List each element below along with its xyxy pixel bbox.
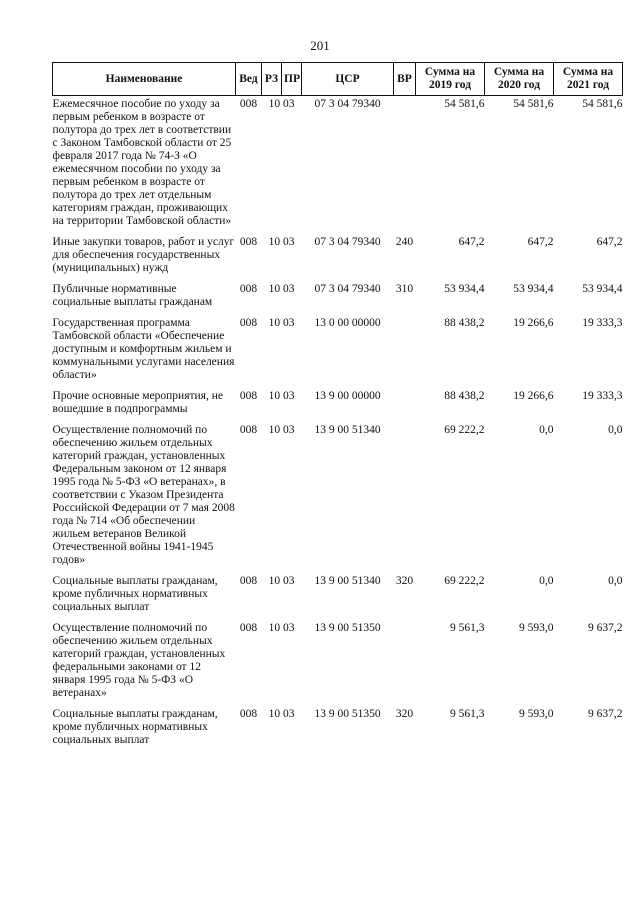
cell-name: Прочие основные мероприятия, не вошедшие в подпрограммы [52, 390, 223, 415]
cell-sum-2019: 54 581,6 [444, 98, 485, 110]
table-row [53, 315, 623, 388]
cell-sum-2021: 0,0 [608, 424, 623, 436]
cell-ved: 008 [239, 708, 258, 720]
cell-vr [394, 388, 416, 422]
cell-vr: 320 [395, 575, 414, 587]
cell-sum-2021: 19 333,3 [582, 390, 623, 402]
cell-csr: 07 3 04 79340 [314, 283, 381, 295]
cell-ved: 008 [239, 424, 258, 436]
cell-csr: 13 9 00 00000 [314, 390, 381, 402]
cell-vr: 240 [395, 236, 414, 248]
cell-name: Ежемесячное пособие по уходу за первым ребенком в возрасте от полутора до трех лет в соответствии с Законом Тамбовской области от 25 февраля 2017 года № 74-З «О ежемесячном пособии по уходу за первым ребенком в возрасте от полутора до трех лет отдельным категориям граждан, проживающих на территории Тамбовской области» [52, 98, 232, 227]
cell-sum-2020: 9 593,0 [519, 708, 554, 720]
cell-rz-pr: 10 03 [268, 283, 295, 295]
cell-ved: 008 [239, 390, 258, 402]
cell-sum-2019: 9 561,3 [450, 708, 485, 720]
cell-sum-2019: 88 438,2 [444, 317, 485, 329]
header-sum-2019-line1: Сумма на [424, 66, 476, 78]
header-pr: ПР [282, 63, 302, 96]
header-vr: ВР [394, 63, 416, 96]
cell-rz-pr: 10 03 [268, 236, 295, 248]
cell-ved: 008 [239, 98, 258, 110]
header-sum-2020-line2: 2020 год [497, 79, 541, 91]
cell-rz-pr: 10 03 [268, 390, 295, 402]
cell-csr: 13 9 00 51340 [314, 424, 381, 436]
cell-rz-pr: 10 03 [268, 622, 295, 634]
cell-sum-2019: 9 561,3 [450, 622, 485, 634]
cell-csr: 13 9 00 51340 [314, 575, 381, 587]
cell-ved: 008 [239, 575, 258, 587]
cell-sum-2019: 69 222,2 [444, 575, 485, 587]
cell-rz-pr: 10 03 [268, 98, 295, 110]
table-row [53, 96, 623, 235]
budget-table [52, 62, 623, 753]
table-header [53, 63, 623, 96]
header-sum-2021 [554, 63, 623, 96]
header-name: Наименование [53, 63, 236, 96]
header-csr: ЦСР [302, 63, 394, 96]
header-row [53, 63, 623, 96]
cell-sum-2020: 0,0 [539, 575, 554, 587]
cell-sum-2020: 53 934,4 [513, 283, 554, 295]
header-sum-2020 [485, 63, 554, 96]
cell-rz-pr: 10 03 [268, 575, 295, 587]
cell-csr: 13 0 00 00000 [314, 317, 381, 329]
cell-sum-2019: 88 438,2 [444, 390, 485, 402]
cell-sum-2021: 54 581,6 [582, 98, 623, 110]
table-row [53, 573, 623, 620]
page-number: 201 [310, 38, 330, 53]
cell-name: Иные закупки товаров, работ и услуг для обеспечения государственных (муниципальных) нужд [52, 236, 235, 274]
cell-sum-2020: 0,0 [539, 424, 554, 436]
table-row [53, 422, 623, 573]
cell-sum-2021: 19 333,3 [582, 317, 623, 329]
cell-csr: 07 3 04 79340 [314, 98, 381, 110]
header-sum-2021-line2: 2021 год [566, 79, 610, 91]
cell-vr [394, 315, 416, 388]
cell-ved: 008 [239, 283, 258, 295]
cell-vr [394, 422, 416, 573]
cell-rz-pr: 10 03 [268, 424, 295, 436]
cell-sum-2021: 53 934,4 [582, 283, 623, 295]
cell-sum-2019: 69 222,2 [444, 424, 485, 436]
table-row [53, 234, 623, 281]
cell-vr: 310 [395, 283, 414, 295]
cell-sum-2019: 53 934,4 [444, 283, 485, 295]
table-row [53, 620, 623, 706]
cell-sum-2020: 9 593,0 [519, 622, 554, 634]
cell-sum-2020: 54 581,6 [513, 98, 554, 110]
cell-sum-2021: 0,0 [608, 575, 623, 587]
header-rz: РЗ [262, 63, 282, 96]
table-row [53, 706, 623, 753]
cell-name: Осуществление полномочий по обеспечению жильем отдельных категорий граждан, установленных Федеральным законом от 12 января 1995 года № 5-ФЗ «О ветеранах», в соответствии с Указом Президента Российской Федерации от 7 мая 2008 года № 714 «Об обеспечении жильем ветеранов Великой Отечественной войны 1941-1945 годов» [52, 424, 235, 566]
cell-sum-2020: 647,2 [527, 236, 554, 248]
cell-sum-2021: 647,2 [596, 236, 623, 248]
cell-name: Государственная программа Тамбовской области «Обеспечение доступным и комфортным жильем и коммунальными услугами населения области» [52, 317, 235, 381]
cell-ved: 008 [239, 317, 258, 329]
cell-sum-2021: 9 637,2 [588, 708, 623, 720]
cell-csr: 07 3 04 79340 [314, 236, 381, 248]
header-ved: Вед [236, 63, 262, 96]
header-sum-2020-line1: Сумма на [493, 66, 545, 78]
cell-name: Социальные выплаты гражданам, кроме публичных нормативных социальных выплат [52, 575, 218, 613]
cell-vr [394, 96, 416, 235]
cell-csr: 13 9 00 51350 [314, 708, 381, 720]
table-body [53, 96, 623, 754]
cell-sum-2019: 647,2 [458, 236, 485, 248]
cell-csr: 13 9 00 51350 [314, 622, 381, 634]
cell-rz-pr: 10 03 [268, 708, 295, 720]
table-row [53, 281, 623, 315]
cell-ved: 008 [239, 622, 258, 634]
cell-name: Публичные нормативные социальные выплаты гражданам [52, 283, 213, 308]
cell-vr [394, 620, 416, 706]
cell-name: Социальные выплаты гражданам, кроме публичных нормативных социальных выплат [52, 708, 218, 746]
cell-ved: 008 [239, 236, 258, 248]
cell-sum-2020: 19 266,6 [513, 390, 554, 402]
cell-name: Осуществление полномочий по обеспечению жильем отдельных категорий граждан, установленных федеральными законами от 12 января 1995 года № 5-ФЗ «О ветеранах» [52, 622, 226, 699]
cell-sum-2021: 9 637,2 [588, 622, 623, 634]
cell-vr: 320 [395, 708, 414, 720]
header-sum-2021-line1: Сумма на [562, 66, 614, 78]
cell-rz-pr: 10 03 [268, 317, 295, 329]
header-sum-2019 [416, 63, 485, 96]
cell-sum-2020: 19 266,6 [513, 317, 554, 329]
table-row [53, 388, 623, 422]
header-sum-2019-line2: 2019 год [428, 79, 472, 91]
